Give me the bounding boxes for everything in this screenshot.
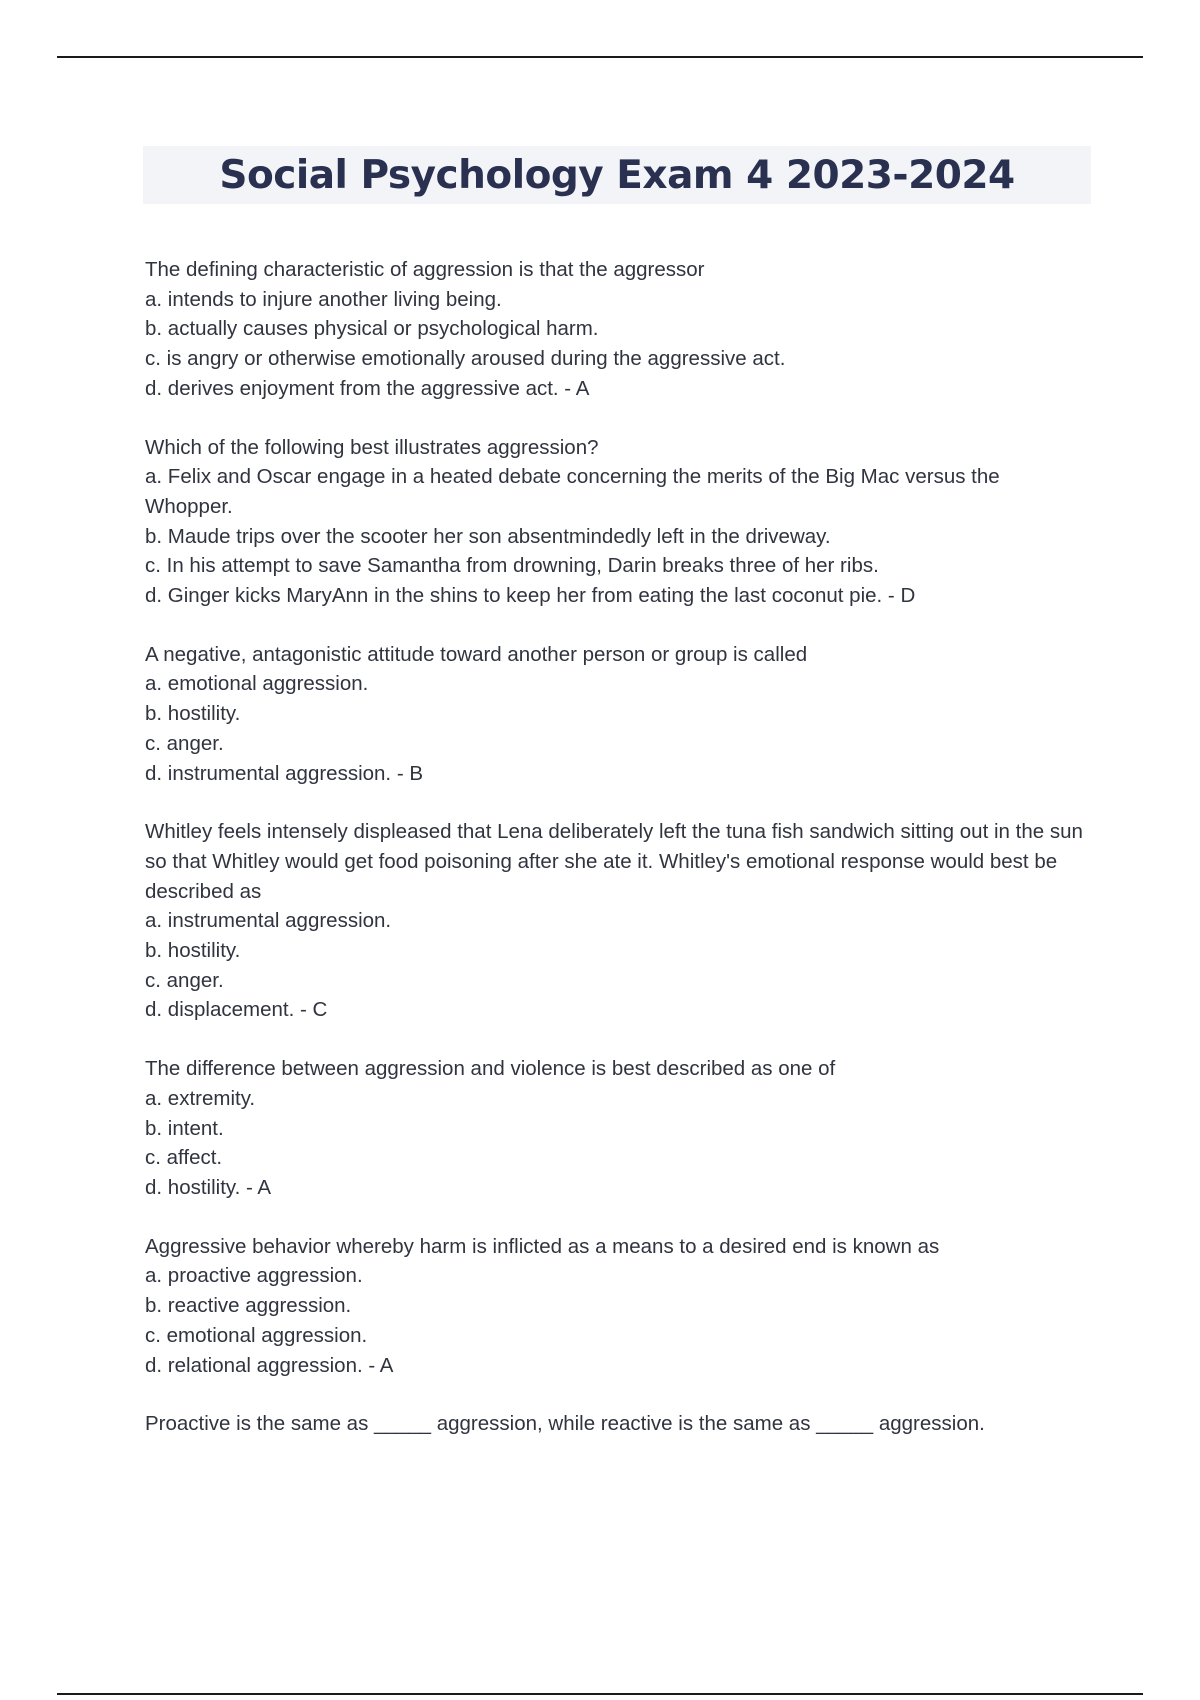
title-banner <box>143 146 1091 204</box>
answer-option: c. is angry or otherwise emotionally aroused during the aggressive act. <box>145 347 786 371</box>
answer-option: b. reactive aggression. <box>145 1294 352 1318</box>
answer-option: b. hostility. <box>145 939 241 963</box>
document-title: Social Psychology Exam 4 2023-2024 <box>219 152 1015 198</box>
question-1 <box>145 255 1085 404</box>
question-prompt: Proactive is the same as _____ aggression, while reactive is the same as _____ aggression. <box>145 1412 985 1436</box>
answer-option: c. emotional aggression. <box>145 1323 368 1347</box>
answer-option: d. displacement. - C <box>145 998 328 1022</box>
answer-option: a. extremity. <box>145 1086 256 1110</box>
answer-option: b. Maude trips over the scooter her son absentmindedly left in the driveway. <box>145 524 831 548</box>
answer-option: c. affect. <box>145 1146 223 1170</box>
question-4 <box>145 817 1085 1025</box>
answer-option: a. proactive aggression. <box>145 1264 363 1288</box>
question-prompt: Aggressive behavior whereby harm is inflicted as a means to a desired end is known as <box>145 1234 940 1258</box>
answer-option: a. instrumental aggression. <box>145 909 392 933</box>
question-prompt: Whitley feels intensely displeased that Lena deliberately left the tuna fish sandwich sitting out in the sun so that Whitley would get food poisoning after she ate it. Whitley's emotional response would best be described as <box>145 820 1083 903</box>
answer-option: b. hostility. <box>145 702 241 726</box>
answer-option: a. Felix and Oscar engage in a heated debate concerning the merits of the Big Mac versus the Whopper. <box>145 465 1000 518</box>
answer-option: d. derives enjoyment from the aggressive act. - A <box>145 376 590 400</box>
question-7 <box>145 1409 1085 1439</box>
question-2 <box>145 433 1085 611</box>
answer-option: d. instrumental aggression. - B <box>145 761 424 785</box>
question-prompt: The defining characteristic of aggression is that the aggressor <box>145 258 705 281</box>
answer-option: c. anger. <box>145 968 224 992</box>
answer-option: a. intends to injure another living being. <box>145 287 502 311</box>
answer-option: c. In his attempt to save Samantha from drowning, Darin breaks three of her ribs. <box>145 554 879 578</box>
answer-option: d. Ginger kicks MaryAnn in the shins to keep her from eating the last coconut pie. - D <box>145 584 916 608</box>
answer-option: a. emotional aggression. <box>145 672 369 696</box>
answer-option: d. relational aggression. - A <box>145 1353 394 1377</box>
top-rule <box>57 56 1143 58</box>
question-list <box>145 255 1085 1468</box>
question-6 <box>145 1232 1085 1381</box>
answer-option: c. anger. <box>145 731 224 755</box>
question-3 <box>145 640 1085 789</box>
bottom-rule <box>57 1693 1143 1695</box>
question-5 <box>145 1054 1085 1203</box>
answer-option: b. intent. <box>145 1116 224 1140</box>
question-prompt: Which of the following best illustrates aggression? <box>145 435 599 459</box>
answer-option: d. hostility. - A <box>145 1175 272 1199</box>
question-prompt: A negative, antagonistic attitude toward another person or group is called <box>145 642 808 666</box>
question-prompt: The difference between aggression and violence is best described as one of <box>145 1057 836 1081</box>
answer-option: b. actually causes physical or psychological harm. <box>145 317 599 341</box>
